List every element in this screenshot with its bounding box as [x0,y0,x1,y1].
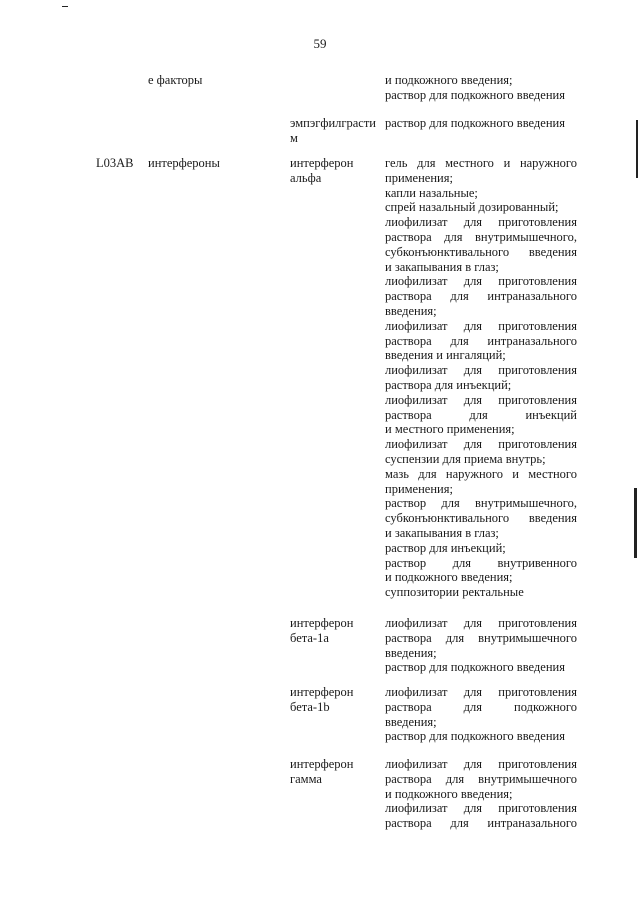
drug-name-line: альфа [290,170,322,185]
scan-mark-top [62,6,68,7]
dosage-form-line: раствора для интраназального [385,816,577,831]
dosage-form-line: раствора для внутримышечного [385,771,577,786]
drug-name [290,685,376,715]
dosage-form-line: спрей назальный дозированный; [385,200,559,215]
dosage-form-line: лиофилизат для приготовления [385,685,577,699]
atc-code: L03AB [96,156,134,170]
scan-mark-right-upper [636,120,638,178]
dosage-form-line: гель для местного и наружного [385,156,577,170]
drug-name-line: бета-1b [290,699,330,714]
dosage-form-line: лиофилизат для приготовления [385,392,577,407]
dosage-form-line: и подкожного введения; [385,73,513,87]
dosage-form-line: раствор для внутримышечного, [385,496,577,511]
dosage-form-line: раствора для подкожного [385,699,577,714]
dosage-forms [385,73,577,103]
dosage-form-line: лиофилизат для приготовления [385,318,577,333]
dosage-form-line: лиофилизат для приготовления [385,801,577,816]
dosage-form-line: лиофилизат для приготовления [385,437,577,452]
dosage-form-line: субконъюнктивального введения [385,244,577,259]
dosage-form-line: и закапывания в глаз; [385,259,499,274]
dosage-form-line: применения; [385,481,453,496]
dosage-form-line: применения; [385,170,453,185]
dosage-forms [385,616,577,675]
dosage-form-line: и подкожного введения; [385,786,513,801]
drug-name-line: бета-1a [290,630,329,645]
dosage-forms [385,116,577,131]
dosage-form-line: раствор для подкожного введения [385,87,565,102]
dosage-form-line: мазь для наружного и местного [385,466,577,481]
dosage-forms [385,156,577,600]
dosage-form-line: раствора для инъекций; [385,377,512,392]
drug-name [290,757,376,787]
scan-mark-right-lower [634,488,637,558]
dosage-form-line: лиофилизат для приготовления [385,363,577,378]
drug-name [290,616,376,646]
drug-name-line: гамма [290,771,322,786]
dosage-form-line: введения; [385,303,437,318]
dosage-form-line: суппозитории ректальные [385,585,524,600]
dosage-form-line: и закапывания в глаз; [385,525,499,540]
dosage-forms [385,757,577,831]
dosage-form-line: раствора для интраназального [385,333,577,348]
drug-name-line: интерферон [290,156,354,170]
drug-name-line: интерферон [290,757,354,771]
dosage-form-line: раствора для интраназального [385,289,577,304]
dosage-form-line: раствора для инъекций [385,407,577,422]
dosage-form-line: введения; [385,714,437,729]
drug-name [290,116,376,146]
dosage-forms [385,685,577,744]
drug-name-line: м [290,130,298,145]
drug-name [290,156,376,186]
dosage-form-line: раствор для инъекций; [385,540,506,555]
drug-name-line: интерферон [290,685,354,699]
dosage-form-line: раствора для внутримышечного [385,630,577,645]
drug-name-line: эмпэгфилграсти [290,116,376,130]
dosage-form-line: введения и ингаляций; [385,348,506,363]
dosage-form-line: раствор для подкожного введения [385,116,565,130]
dosage-form-line: лиофилизат для приготовления [385,757,577,771]
page-number: 59 [313,36,327,51]
dosage-form-line: субконъюнктивального введения [385,511,577,526]
dosage-form-line: лиофилизат для приготовления [385,215,577,230]
dosage-form-line: раствор для подкожного введения [385,729,565,744]
group-name: е факторы [148,73,203,87]
dosage-form-line: лиофилизат для приготовления [385,274,577,289]
dosage-form-line: раствор для подкожного введения [385,660,565,675]
dosage-form-line: введения; [385,645,437,660]
dosage-form-line: раствор для внутривенного [385,555,577,570]
dosage-form-line: суспензии для приема внутрь; [385,451,546,466]
dosage-form-line: лиофилизат для приготовления [385,616,577,630]
group-name: интерфероны [148,156,220,170]
drug-name-line: интерферон [290,616,354,630]
dosage-form-line: и местного применения; [385,422,515,437]
dosage-form-line: капли назальные; [385,185,478,200]
dosage-form-line: и подкожного введения; [385,570,513,585]
dosage-form-line: раствора для внутримышечного, [385,229,577,244]
